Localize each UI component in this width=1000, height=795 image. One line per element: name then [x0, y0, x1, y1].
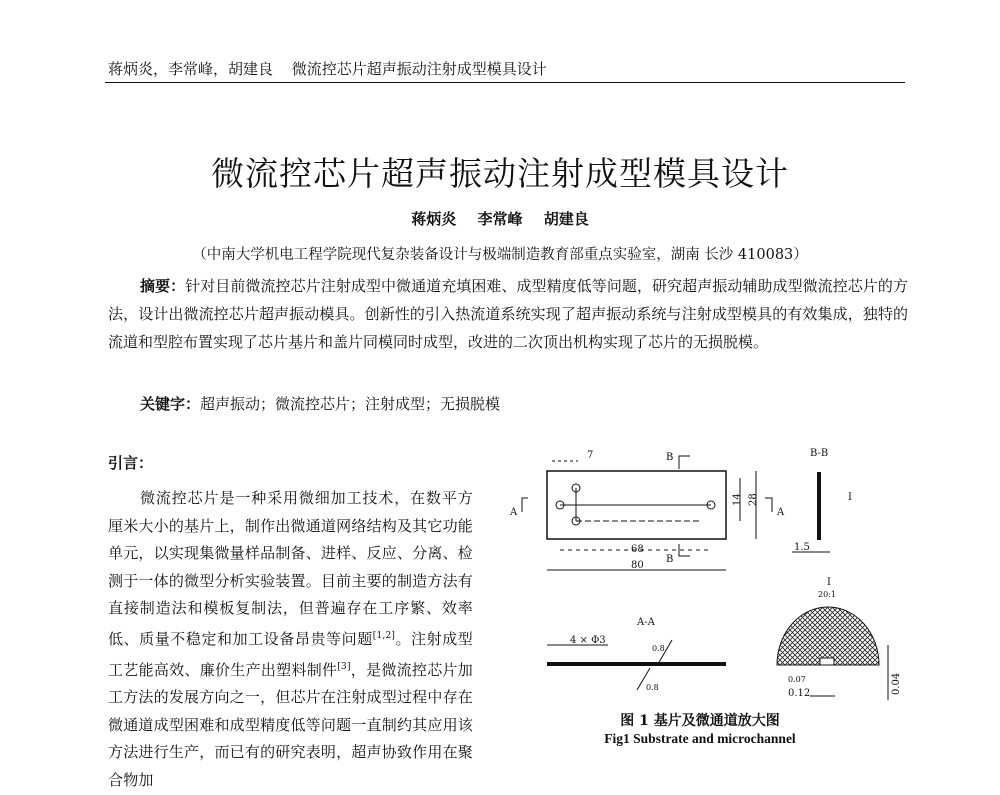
- dim-label: 14: [732, 493, 743, 506]
- dim-label: 7: [587, 450, 594, 461]
- running-header-title: 微流控芯片超声振动注射成型模具设计: [291, 60, 547, 78]
- keywords-text: 超声振动；微流控芯片；注射成型；无损脱模: [200, 395, 501, 413]
- section-label: A: [777, 507, 785, 518]
- dim-label: 0.07: [788, 675, 806, 684]
- header-rule: [105, 82, 905, 83]
- abstract-label: 摘要：: [140, 277, 186, 295]
- detail-label: I: [848, 492, 852, 503]
- dim-label: 0.04: [891, 672, 902, 695]
- citation: [3]: [337, 661, 351, 672]
- intro-paragraph: [108, 485, 473, 795]
- paper-title: 微流控芯片超声振动注射成型模具设计: [211, 154, 789, 193]
- section-label: B-B: [810, 448, 829, 459]
- section-label: B: [666, 452, 674, 463]
- author-list: [0, 208, 1000, 229]
- scale-label: 20:1: [818, 590, 836, 599]
- dim-label: 1.5: [794, 542, 810, 553]
- figure-caption-cn: 图 1 基片及微通道放大图: [620, 713, 780, 729]
- paragraph-text: 微流控芯片是一种采用微细加工技术，在数平方厘米大小的基片上，制作出微通道网络结构及其它功能单元，以实现集微量样品制备、进样、反应、分离、检测于一体的微型分析实验装置。目前主要的制造方法有直接制造法和模板复制法，但普遍存在工序繁、效率低、质量不稳定和加工设备昂贵等问题: [108, 489, 473, 648]
- dim-label: 4 × Φ3: [570, 635, 606, 646]
- paragraph-text: 。注射成型工艺能高效、廉价生产出塑料制件: [108, 629, 473, 679]
- affiliation: （中南大学机电工程学院现代复杂装备设计与极端制造教育部重点实验室，湖南 长沙 410083）: [192, 247, 808, 263]
- running-header: [108, 58, 561, 79]
- section-label: A: [510, 507, 518, 518]
- detail-label: I: [827, 577, 831, 588]
- section-label: B: [666, 554, 674, 565]
- citation: [1,2]: [372, 630, 396, 641]
- detail-view: [777, 607, 888, 700]
- author: 李常峰: [477, 210, 523, 228]
- paragraph-text: ，是微流控芯片加工方法的发展方向之一，但芯片在注射成型过程中存在微通道成型困难和成型精度低等问题一直制约其应用该方法进行生产，而已有的研究表明，超声协致作用在聚合物加: [108, 660, 473, 789]
- dim-label: 0.8: [652, 644, 665, 653]
- dim-label: 0.12: [788, 688, 811, 699]
- intro-heading: 引言：: [108, 454, 154, 472]
- section-view-aa: [547, 640, 726, 690]
- dim-label: 28: [748, 493, 759, 506]
- abstract: [108, 272, 908, 356]
- dim-label: 80: [631, 560, 644, 571]
- dim-label: 0.8: [646, 683, 659, 692]
- keywords-label: 关键字：: [140, 395, 201, 413]
- author: 胡建良: [543, 210, 589, 228]
- dim-label: 68: [631, 544, 644, 555]
- figure-caption-en: Fig1 Substrate and microchannel: [604, 731, 796, 746]
- author: 蒋炳炎: [411, 210, 457, 228]
- running-header-authors: 蒋炳炎，李常峰，胡建良: [108, 60, 274, 78]
- section-label: A-A: [637, 617, 655, 628]
- abstract-text: 针对目前微流控芯片注射成型中微通道充填困难、成型精度低等问题，研究超声振动辅助成型微流控芯片的方法，设计出微流控芯片超声振动模具。创新性的引入热流道系统实现了超声振动系统与注射成型模具的有效集成，独特的流道和型腔布置实现了芯片基片和盖片同模同时成型，改进的二次顶出机构实现了芯片的无损脱模。: [108, 277, 908, 351]
- keywords: [140, 393, 500, 414]
